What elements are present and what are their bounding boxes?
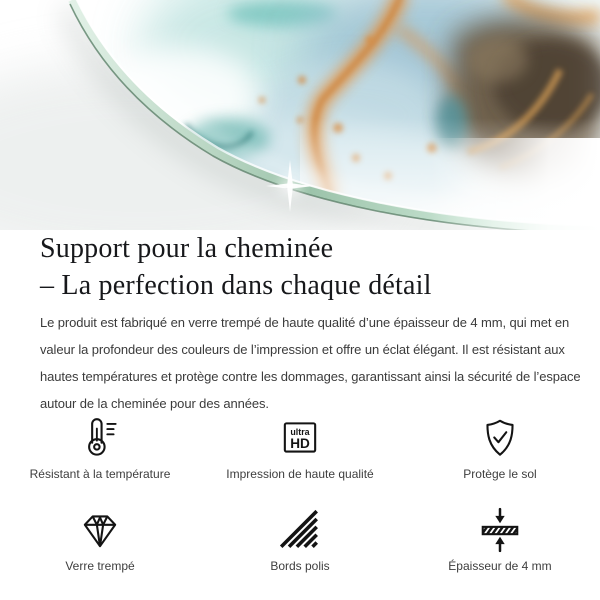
feature-temperature [0,415,200,481]
page-title-line2: – La perfection dans chaque détail [40,270,432,301]
feature-thickness [400,507,600,573]
product-image [0,0,600,230]
feature-print-quality [200,415,400,481]
description-line: valeur la profondeur des couleurs de l’impression et offre un éclat élégant. Il est résistant aux [40,342,565,357]
svg-text:ultra: ultra [290,426,310,437]
svg-text:HD: HD [290,435,310,451]
thermometer-icon [77,415,123,461]
feature-label: Bords polis [270,559,330,573]
shield-check-icon [477,415,523,461]
polished-edges-icon [277,507,323,553]
feature-label: Résistant à la température [29,467,171,481]
feature-label: Impression de haute qualité [226,467,374,481]
glass-panel-illustration [0,0,600,230]
description-line: Le produit est fabriqué en verre trempé de haute qualité d’une épaisseur de 4 mm, qui met en [40,315,570,330]
feature-tempered-glass [0,507,200,573]
thickness-icon [477,507,523,553]
description-line: autour de la cheminée pour des années. [40,396,269,411]
feature-label: Protège le sol [463,467,537,481]
feature-label: Verre trempé [65,559,135,573]
feature-polished-edges [200,507,400,573]
page-title [0,230,600,304]
ultra-hd-icon [277,415,323,461]
feature-label: Épaisseur de 4 mm [448,559,552,573]
feature-floor-protection [400,415,600,481]
features-grid [0,415,600,573]
description-line: hautes températures et protège contre les dommages, garantissant ainsi la sécurité de l’espace [40,369,581,384]
diamond-icon [77,507,123,553]
page-title-line1: Support pour la cheminée [40,233,334,264]
product-description [40,309,581,417]
